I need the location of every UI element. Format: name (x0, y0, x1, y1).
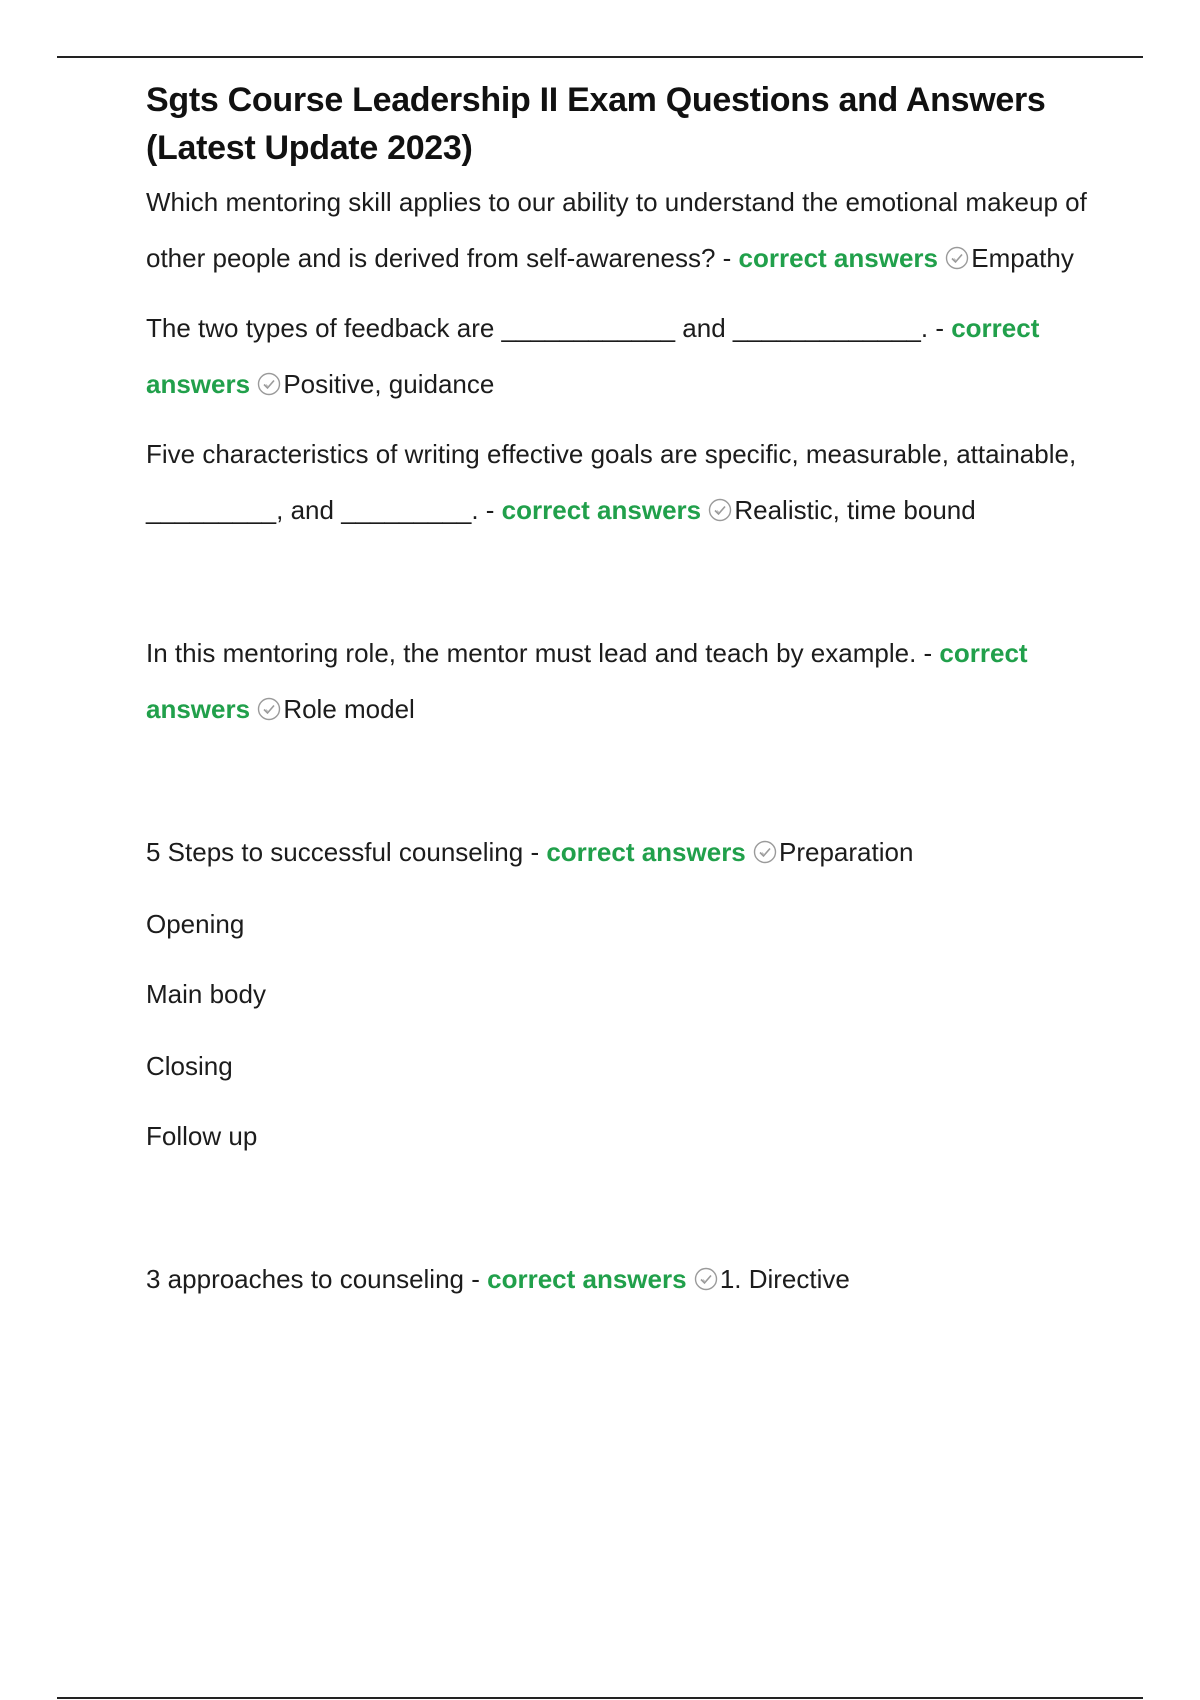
check-circle-icon (257, 697, 281, 721)
question-text: In this mentoring role, the mentor must lead and teach by example. (146, 638, 917, 668)
qa-item-6 (146, 1251, 1106, 1307)
bottom-rule (57, 1697, 1143, 1699)
question-text: Which mentoring skill applies to our ability to understand the emotional makeup of other people and is derived from self-awareness? (146, 187, 1087, 273)
separator: - (478, 495, 502, 525)
answer-text: Realistic, time bound (734, 495, 976, 525)
question-text: 5 Steps to successful counseling (146, 837, 524, 867)
answer-text: Role model (283, 694, 415, 724)
correct-answers-label: correct answers (487, 1264, 687, 1294)
document-page (146, 76, 1106, 1307)
answer-line: Main body (146, 979, 266, 1009)
document-title: Sgts Course Leadership II Exam Questions and Answers (Latest Update 2023) (146, 81, 1046, 167)
question-text: 3 approaches to counseling (146, 1264, 465, 1294)
check-circle-icon (753, 840, 777, 864)
answer-text: 1. Directive (719, 1264, 850, 1294)
correct-answers-label: correct answers (146, 313, 1040, 399)
correct-answers-label: correct answers (501, 495, 702, 525)
separator: - (523, 837, 547, 867)
question-text: Five characteristics of writing effective goals are specific, measurable, attainable, _________, and _________. (146, 439, 1077, 525)
check-circle-icon (708, 498, 732, 522)
qa-item-4 (146, 625, 1106, 737)
answer-line: Follow up (146, 1121, 258, 1151)
separator: - (715, 243, 739, 273)
answer-line: Opening (146, 909, 245, 939)
separator: - (928, 313, 952, 343)
qa-item-2 (146, 300, 1106, 412)
top-rule (57, 56, 1143, 58)
correct-answers-label: correct answers (146, 638, 1028, 724)
check-circle-icon (694, 1267, 718, 1291)
separator: - (464, 1264, 488, 1294)
check-circle-icon (257, 372, 281, 396)
answer-text: Preparation (779, 837, 914, 867)
qa-item-1 (146, 174, 1106, 286)
qa-item-5 (146, 824, 1106, 880)
correct-answers-label: correct answers (738, 243, 938, 273)
answer-line: Closing (146, 1051, 233, 1081)
qa-item-3 (146, 426, 1106, 538)
correct-answers-label: correct answers (546, 837, 746, 867)
answer-text: Empathy (971, 243, 1074, 273)
check-circle-icon (945, 246, 969, 270)
separator: - (916, 638, 940, 668)
question-text: The two types of feedback are ____________ and _____________. (146, 313, 929, 343)
answer-text: Positive, guidance (283, 369, 495, 399)
